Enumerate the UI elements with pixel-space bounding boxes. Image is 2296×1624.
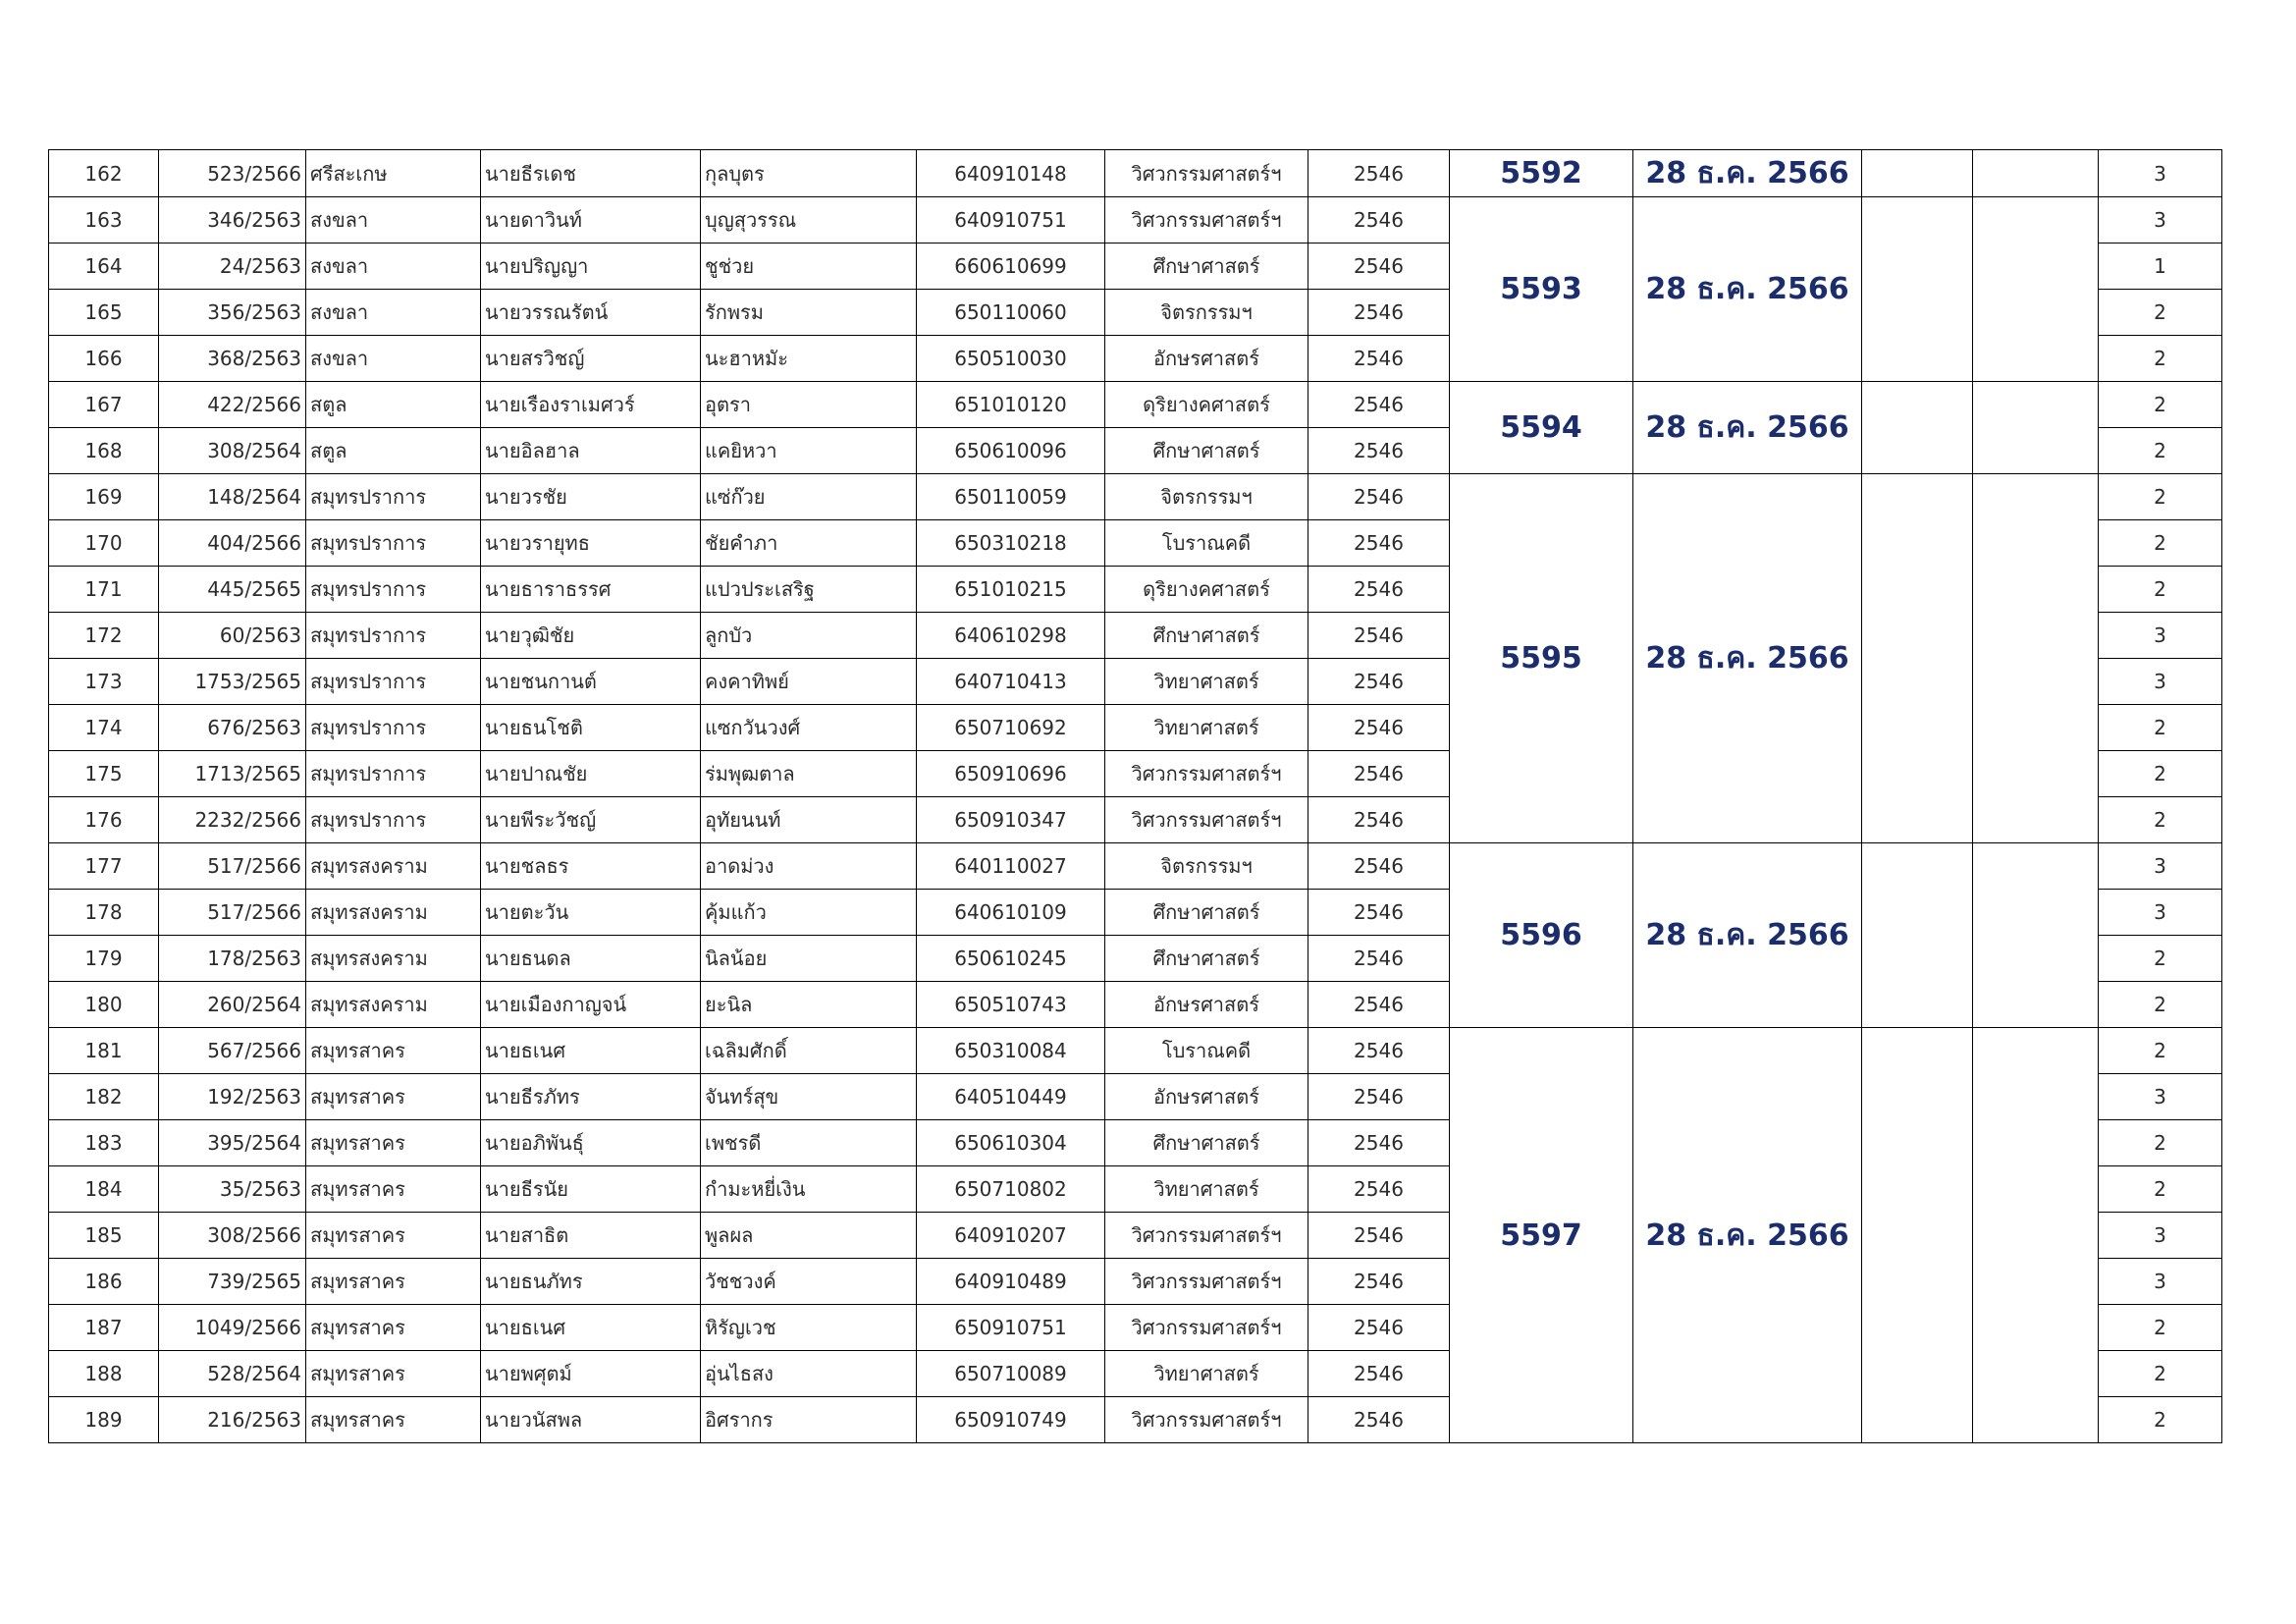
year-cell: 2546 — [1308, 382, 1450, 428]
faculty-cell: ศึกษาศาสตร์ — [1105, 613, 1308, 659]
province-cell: สมุทรปราการ — [306, 520, 481, 567]
first-name-cell: นายวนัสพล — [481, 1397, 701, 1443]
student-id-cell: 650710089 — [917, 1351, 1105, 1397]
first-name-cell: นายอิลฮาล — [481, 428, 701, 474]
last-name-cell: ชูช่วย — [701, 244, 917, 290]
reference-cell: 517/2566 — [159, 843, 306, 890]
reference-cell: 148/2564 — [159, 474, 306, 520]
blank-cell — [1862, 843, 1973, 1028]
student-id-cell: 640910751 — [917, 197, 1105, 244]
province-cell: สมุทรปราการ — [306, 613, 481, 659]
year-cell: 2546 — [1308, 520, 1450, 567]
last-name-cell: กำมะหยี่เงิน — [701, 1166, 917, 1213]
student-id-cell: 650710692 — [917, 705, 1105, 751]
student-id-cell: 650910696 — [917, 751, 1105, 797]
student-id-cell: 660610699 — [917, 244, 1105, 290]
year-cell: 2546 — [1308, 336, 1450, 382]
row-number-cell: 172 — [49, 613, 159, 659]
blank-cell — [1862, 382, 1973, 474]
faculty-cell: วิศวกรรมศาสตร์ฯ — [1105, 1397, 1308, 1443]
group-number-cell: 5595 — [1450, 474, 1633, 843]
blank-cell — [1973, 150, 2099, 197]
row-number-cell: 166 — [49, 336, 159, 382]
first-name-cell: นายดาวินท์ — [481, 197, 701, 244]
first-name-cell: นายวุฒิชัย — [481, 613, 701, 659]
first-name-cell: นายพศุตม์ — [481, 1351, 701, 1397]
row-number-cell: 168 — [49, 428, 159, 474]
province-cell: สมุทรปราการ — [306, 751, 481, 797]
first-name-cell: นายธนภัทร — [481, 1259, 701, 1305]
student-id-cell: 650310084 — [917, 1028, 1105, 1074]
province-cell: สงขลา — [306, 197, 481, 244]
reference-cell: 60/2563 — [159, 613, 306, 659]
year-cell: 2546 — [1308, 613, 1450, 659]
reference-cell: 517/2566 — [159, 890, 306, 936]
faculty-cell: อักษรศาสตร์ — [1105, 336, 1308, 382]
blank-cell — [1973, 474, 2099, 843]
faculty-cell: วิศวกรรมศาสตร์ฯ — [1105, 197, 1308, 244]
student-id-cell: 650710802 — [917, 1166, 1105, 1213]
group-number-cell: 5597 — [1450, 1028, 1633, 1443]
count-cell: 3 — [2099, 197, 2222, 244]
year-cell: 2546 — [1308, 659, 1450, 705]
count-cell: 2 — [2099, 1397, 2222, 1443]
province-cell: สตูล — [306, 428, 481, 474]
year-cell: 2546 — [1308, 843, 1450, 890]
records-table-body — [49, 150, 2222, 1443]
last-name-cell: ยะนิล — [701, 982, 917, 1028]
first-name-cell: นายวรรณรัตน์ — [481, 290, 701, 336]
year-cell: 2546 — [1308, 1397, 1450, 1443]
blank-cell — [1973, 382, 2099, 474]
group-date-cell: 28 ธ.ค. 2566 — [1633, 474, 1862, 843]
province-cell: สมุทรสาคร — [306, 1166, 481, 1213]
reference-cell: 192/2563 — [159, 1074, 306, 1120]
faculty-cell: วิศวกรรมศาสตร์ฯ — [1105, 150, 1308, 197]
table-row — [49, 1028, 2222, 1074]
count-cell: 3 — [2099, 890, 2222, 936]
blank-cell — [1862, 474, 1973, 843]
row-number-cell: 189 — [49, 1397, 159, 1443]
count-cell: 2 — [2099, 336, 2222, 382]
row-number-cell: 170 — [49, 520, 159, 567]
student-id-cell: 640510449 — [917, 1074, 1105, 1120]
count-cell: 3 — [2099, 843, 2222, 890]
group-number-cell: 5593 — [1450, 197, 1633, 382]
province-cell: สมุทรสงคราม — [306, 890, 481, 936]
last-name-cell: ชัยคำภา — [701, 520, 917, 567]
reference-cell: 178/2563 — [159, 936, 306, 982]
row-number-cell: 180 — [49, 982, 159, 1028]
province-cell: สมุทรสงคราม — [306, 843, 481, 890]
faculty-cell: วิศวกรรมศาสตร์ฯ — [1105, 1213, 1308, 1259]
count-cell: 3 — [2099, 150, 2222, 197]
first-name-cell: นายปาณชัย — [481, 751, 701, 797]
province-cell: สมุทรสงคราม — [306, 982, 481, 1028]
student-id-cell: 650610304 — [917, 1120, 1105, 1166]
year-cell: 2546 — [1308, 244, 1450, 290]
reference-cell: 35/2563 — [159, 1166, 306, 1213]
count-cell: 1 — [2099, 244, 2222, 290]
student-id-cell: 650910751 — [917, 1305, 1105, 1351]
table-row — [49, 382, 2222, 428]
reference-cell: 24/2563 — [159, 244, 306, 290]
reference-cell: 1753/2565 — [159, 659, 306, 705]
year-cell: 2546 — [1308, 428, 1450, 474]
blank-cell — [1973, 197, 2099, 382]
reference-cell: 368/2563 — [159, 336, 306, 382]
faculty-cell: ศึกษาศาสตร์ — [1105, 428, 1308, 474]
faculty-cell: ดุริยางคศาสตร์ — [1105, 382, 1308, 428]
faculty-cell: อักษรศาสตร์ — [1105, 1074, 1308, 1120]
count-cell: 2 — [2099, 705, 2222, 751]
row-number-cell: 188 — [49, 1351, 159, 1397]
group-number-cell: 5596 — [1450, 843, 1633, 1028]
last-name-cell: อุตรา — [701, 382, 917, 428]
year-cell: 2546 — [1308, 150, 1450, 197]
province-cell: สงขลา — [306, 244, 481, 290]
reference-cell: 395/2564 — [159, 1120, 306, 1166]
last-name-cell: จันทร์สุข — [701, 1074, 917, 1120]
faculty-cell: วิทยาศาสตร์ — [1105, 1166, 1308, 1213]
last-name-cell: วัชชวงค์ — [701, 1259, 917, 1305]
year-cell: 2546 — [1308, 567, 1450, 613]
student-id-cell: 650910749 — [917, 1397, 1105, 1443]
faculty-cell: ดุริยางคศาสตร์ — [1105, 567, 1308, 613]
count-cell: 2 — [2099, 1305, 2222, 1351]
year-cell: 2546 — [1308, 1120, 1450, 1166]
count-cell: 2 — [2099, 1028, 2222, 1074]
count-cell: 3 — [2099, 613, 2222, 659]
reference-cell: 422/2566 — [159, 382, 306, 428]
faculty-cell: วิทยาศาสตร์ — [1105, 705, 1308, 751]
count-cell: 2 — [2099, 751, 2222, 797]
records-table — [48, 149, 2222, 1443]
last-name-cell: แคยิหวา — [701, 428, 917, 474]
first-name-cell: นายตะวัน — [481, 890, 701, 936]
first-name-cell: นายพีระวัชญ์ — [481, 797, 701, 843]
last-name-cell: อิศรากร — [701, 1397, 917, 1443]
count-cell: 3 — [2099, 1074, 2222, 1120]
year-cell: 2546 — [1308, 1259, 1450, 1305]
first-name-cell: นายสรวิชญ์ — [481, 336, 701, 382]
last-name-cell: เพชรดี — [701, 1120, 917, 1166]
row-number-cell: 162 — [49, 150, 159, 197]
year-cell: 2546 — [1308, 751, 1450, 797]
student-id-cell: 650110060 — [917, 290, 1105, 336]
group-date-cell: 28 ธ.ค. 2566 — [1633, 197, 1862, 382]
faculty-cell: วิทยาศาสตร์ — [1105, 1351, 1308, 1397]
row-number-cell: 186 — [49, 1259, 159, 1305]
row-number-cell: 163 — [49, 197, 159, 244]
blank-cell — [1862, 1028, 1973, 1443]
reference-cell: 308/2566 — [159, 1213, 306, 1259]
row-number-cell: 183 — [49, 1120, 159, 1166]
reference-cell: 445/2565 — [159, 567, 306, 613]
province-cell: สมุทรสงคราม — [306, 936, 481, 982]
province-cell: สมุทรสาคร — [306, 1305, 481, 1351]
group-number-cell: 5592 — [1450, 150, 1633, 197]
last-name-cell: ลูกบัว — [701, 613, 917, 659]
province-cell: สงขลา — [306, 290, 481, 336]
last-name-cell: เฉลิมศักดิ์ — [701, 1028, 917, 1074]
reference-cell: 308/2564 — [159, 428, 306, 474]
province-cell: สมุทรปราการ — [306, 705, 481, 751]
reference-cell: 528/2564 — [159, 1351, 306, 1397]
reference-cell: 216/2563 — [159, 1397, 306, 1443]
first-name-cell: นายวรายุทธ — [481, 520, 701, 567]
last-name-cell: ร่มพุฒตาล — [701, 751, 917, 797]
first-name-cell: นายธีรนัย — [481, 1166, 701, 1213]
last-name-cell: แซ่ก๊วย — [701, 474, 917, 520]
faculty-cell: ศึกษาศาสตร์ — [1105, 1120, 1308, 1166]
province-cell: สตูล — [306, 382, 481, 428]
count-cell: 2 — [2099, 428, 2222, 474]
count-cell: 2 — [2099, 567, 2222, 613]
last-name-cell: หิรัญเวช — [701, 1305, 917, 1351]
count-cell: 2 — [2099, 936, 2222, 982]
faculty-cell: วิศวกรรมศาสตร์ฯ — [1105, 1305, 1308, 1351]
last-name-cell: แซกวันวงศ์ — [701, 705, 917, 751]
row-number-cell: 173 — [49, 659, 159, 705]
student-id-cell: 640710413 — [917, 659, 1105, 705]
count-cell: 2 — [2099, 982, 2222, 1028]
year-cell: 2546 — [1308, 797, 1450, 843]
blank-cell — [1862, 197, 1973, 382]
blank-cell — [1862, 150, 1973, 197]
student-id-cell: 640110027 — [917, 843, 1105, 890]
count-cell: 2 — [2099, 382, 2222, 428]
first-name-cell: นายธาราธรรศ — [481, 567, 701, 613]
row-number-cell: 187 — [49, 1305, 159, 1351]
province-cell: สมุทรสาคร — [306, 1120, 481, 1166]
count-cell: 3 — [2099, 1213, 2222, 1259]
year-cell: 2546 — [1308, 982, 1450, 1028]
row-number-cell: 169 — [49, 474, 159, 520]
group-date-cell: 28 ธ.ค. 2566 — [1633, 843, 1862, 1028]
reference-cell: 356/2563 — [159, 290, 306, 336]
row-number-cell: 179 — [49, 936, 159, 982]
reference-cell: 739/2565 — [159, 1259, 306, 1305]
faculty-cell: วิศวกรรมศาสตร์ฯ — [1105, 1259, 1308, 1305]
blank-cell — [1973, 843, 2099, 1028]
student-id-cell: 650510743 — [917, 982, 1105, 1028]
province-cell: สมุทรสาคร — [306, 1259, 481, 1305]
province-cell: สมุทรสาคร — [306, 1074, 481, 1120]
year-cell: 2546 — [1308, 197, 1450, 244]
year-cell: 2546 — [1308, 936, 1450, 982]
student-id-cell: 640610298 — [917, 613, 1105, 659]
reference-cell: 676/2563 — [159, 705, 306, 751]
year-cell: 2546 — [1308, 1028, 1450, 1074]
first-name-cell: นายชลธร — [481, 843, 701, 890]
first-name-cell: นายธเนศ — [481, 1028, 701, 1074]
reference-cell: 1049/2566 — [159, 1305, 306, 1351]
last-name-cell: คงคาทิพย์ — [701, 659, 917, 705]
last-name-cell: นิลน้อย — [701, 936, 917, 982]
row-number-cell: 177 — [49, 843, 159, 890]
group-number-cell: 5594 — [1450, 382, 1633, 474]
reference-cell: 2232/2566 — [159, 797, 306, 843]
blank-cell — [1973, 1028, 2099, 1443]
year-cell: 2546 — [1308, 890, 1450, 936]
last-name-cell: อุทัยนนท์ — [701, 797, 917, 843]
row-number-cell: 181 — [49, 1028, 159, 1074]
student-id-cell: 651010120 — [917, 382, 1105, 428]
year-cell: 2546 — [1308, 1305, 1450, 1351]
table-row — [49, 843, 2222, 890]
first-name-cell: นายวรชัย — [481, 474, 701, 520]
year-cell: 2546 — [1308, 1074, 1450, 1120]
first-name-cell: นายอภิพันธุ์ — [481, 1120, 701, 1166]
faculty-cell: จิตรกรรมฯ — [1105, 843, 1308, 890]
student-id-cell: 650110059 — [917, 474, 1105, 520]
faculty-cell: วิศวกรรมศาสตร์ฯ — [1105, 751, 1308, 797]
reference-cell: 346/2563 — [159, 197, 306, 244]
faculty-cell: วิศวกรรมศาสตร์ฯ — [1105, 797, 1308, 843]
student-id-cell: 640610109 — [917, 890, 1105, 936]
row-number-cell: 174 — [49, 705, 159, 751]
first-name-cell: นายธีรภัทร — [481, 1074, 701, 1120]
row-number-cell: 164 — [49, 244, 159, 290]
group-date-cell: 28 ธ.ค. 2566 — [1633, 150, 1862, 197]
last-name-cell: นะฮาหมัะ — [701, 336, 917, 382]
count-cell: 2 — [2099, 1351, 2222, 1397]
row-number-cell: 185 — [49, 1213, 159, 1259]
student-id-cell: 640910489 — [917, 1259, 1105, 1305]
count-cell: 2 — [2099, 797, 2222, 843]
province-cell: สมุทรปราการ — [306, 659, 481, 705]
reference-cell: 523/2566 — [159, 150, 306, 197]
row-number-cell: 178 — [49, 890, 159, 936]
province-cell: ศรีสะเกษ — [306, 150, 481, 197]
student-id-cell: 651010215 — [917, 567, 1105, 613]
year-cell: 2546 — [1308, 1166, 1450, 1213]
student-id-cell: 650910347 — [917, 797, 1105, 843]
table-row — [49, 150, 2222, 197]
faculty-cell: จิตรกรรมฯ — [1105, 290, 1308, 336]
last-name-cell: อุ่นไธสง — [701, 1351, 917, 1397]
last-name-cell: บุญสุวรรณ — [701, 197, 917, 244]
count-cell: 3 — [2099, 659, 2222, 705]
province-cell: สงขลา — [306, 336, 481, 382]
first-name-cell: นายธนโชติ — [481, 705, 701, 751]
first-name-cell: นายชนกานต์ — [481, 659, 701, 705]
student-id-cell: 640910148 — [917, 150, 1105, 197]
count-cell: 3 — [2099, 1259, 2222, 1305]
table-row — [49, 474, 2222, 520]
faculty-cell: โบราณคดี — [1105, 1028, 1308, 1074]
faculty-cell: ศึกษาศาสตร์ — [1105, 244, 1308, 290]
year-cell: 2546 — [1308, 1213, 1450, 1259]
first-name-cell: นายสาธิต — [481, 1213, 701, 1259]
last-name-cell: รักพรม — [701, 290, 917, 336]
faculty-cell: วิทยาศาสตร์ — [1105, 659, 1308, 705]
province-cell: สมุทรปราการ — [306, 474, 481, 520]
row-number-cell: 167 — [49, 382, 159, 428]
reference-cell: 567/2566 — [159, 1028, 306, 1074]
last-name-cell: คุ้มแก้ว — [701, 890, 917, 936]
last-name-cell: อาดม่วง — [701, 843, 917, 890]
count-cell: 2 — [2099, 1166, 2222, 1213]
first-name-cell: นายปริญญา — [481, 244, 701, 290]
faculty-cell: ศึกษาศาสตร์ — [1105, 936, 1308, 982]
group-date-cell: 28 ธ.ค. 2566 — [1633, 382, 1862, 474]
count-cell: 2 — [2099, 474, 2222, 520]
row-number-cell: 182 — [49, 1074, 159, 1120]
province-cell: สมุทรปราการ — [306, 567, 481, 613]
reference-cell: 260/2564 — [159, 982, 306, 1028]
year-cell: 2546 — [1308, 1351, 1450, 1397]
year-cell: 2546 — [1308, 474, 1450, 520]
reference-cell: 1713/2565 — [159, 751, 306, 797]
row-number-cell: 171 — [49, 567, 159, 613]
year-cell: 2546 — [1308, 705, 1450, 751]
province-cell: สมุทรสาคร — [306, 1397, 481, 1443]
row-number-cell: 184 — [49, 1166, 159, 1213]
row-number-cell: 176 — [49, 797, 159, 843]
faculty-cell: อักษรศาสตร์ — [1105, 982, 1308, 1028]
faculty-cell: จิตรกรรมฯ — [1105, 474, 1308, 520]
student-id-cell: 640910207 — [917, 1213, 1105, 1259]
faculty-cell: ศึกษาศาสตร์ — [1105, 890, 1308, 936]
student-id-cell: 650610245 — [917, 936, 1105, 982]
province-cell: สมุทรสาคร — [306, 1213, 481, 1259]
first-name-cell: นายธเนศ — [481, 1305, 701, 1351]
student-id-cell: 650610096 — [917, 428, 1105, 474]
reference-cell: 404/2566 — [159, 520, 306, 567]
province-cell: สมุทรสาคร — [306, 1351, 481, 1397]
student-id-cell: 650310218 — [917, 520, 1105, 567]
first-name-cell: นายธนดล — [481, 936, 701, 982]
province-cell: สมุทรสาคร — [306, 1028, 481, 1074]
last-name-cell: พูลผล — [701, 1213, 917, 1259]
first-name-cell: นายธีรเดช — [481, 150, 701, 197]
first-name-cell: นายเมืองกาญจน์ — [481, 982, 701, 1028]
count-cell: 2 — [2099, 290, 2222, 336]
faculty-cell: โบราณคดี — [1105, 520, 1308, 567]
last-name-cell: กุลบุตร — [701, 150, 917, 197]
last-name-cell: แปวประเสริฐ — [701, 567, 917, 613]
first-name-cell: นายเรืองราเมศวร์ — [481, 382, 701, 428]
group-date-cell: 28 ธ.ค. 2566 — [1633, 1028, 1862, 1443]
province-cell: สมุทรปราการ — [306, 797, 481, 843]
row-number-cell: 165 — [49, 290, 159, 336]
row-number-cell: 175 — [49, 751, 159, 797]
student-id-cell: 650510030 — [917, 336, 1105, 382]
year-cell: 2546 — [1308, 290, 1450, 336]
table-row — [49, 197, 2222, 244]
count-cell: 2 — [2099, 520, 2222, 567]
count-cell: 2 — [2099, 1120, 2222, 1166]
